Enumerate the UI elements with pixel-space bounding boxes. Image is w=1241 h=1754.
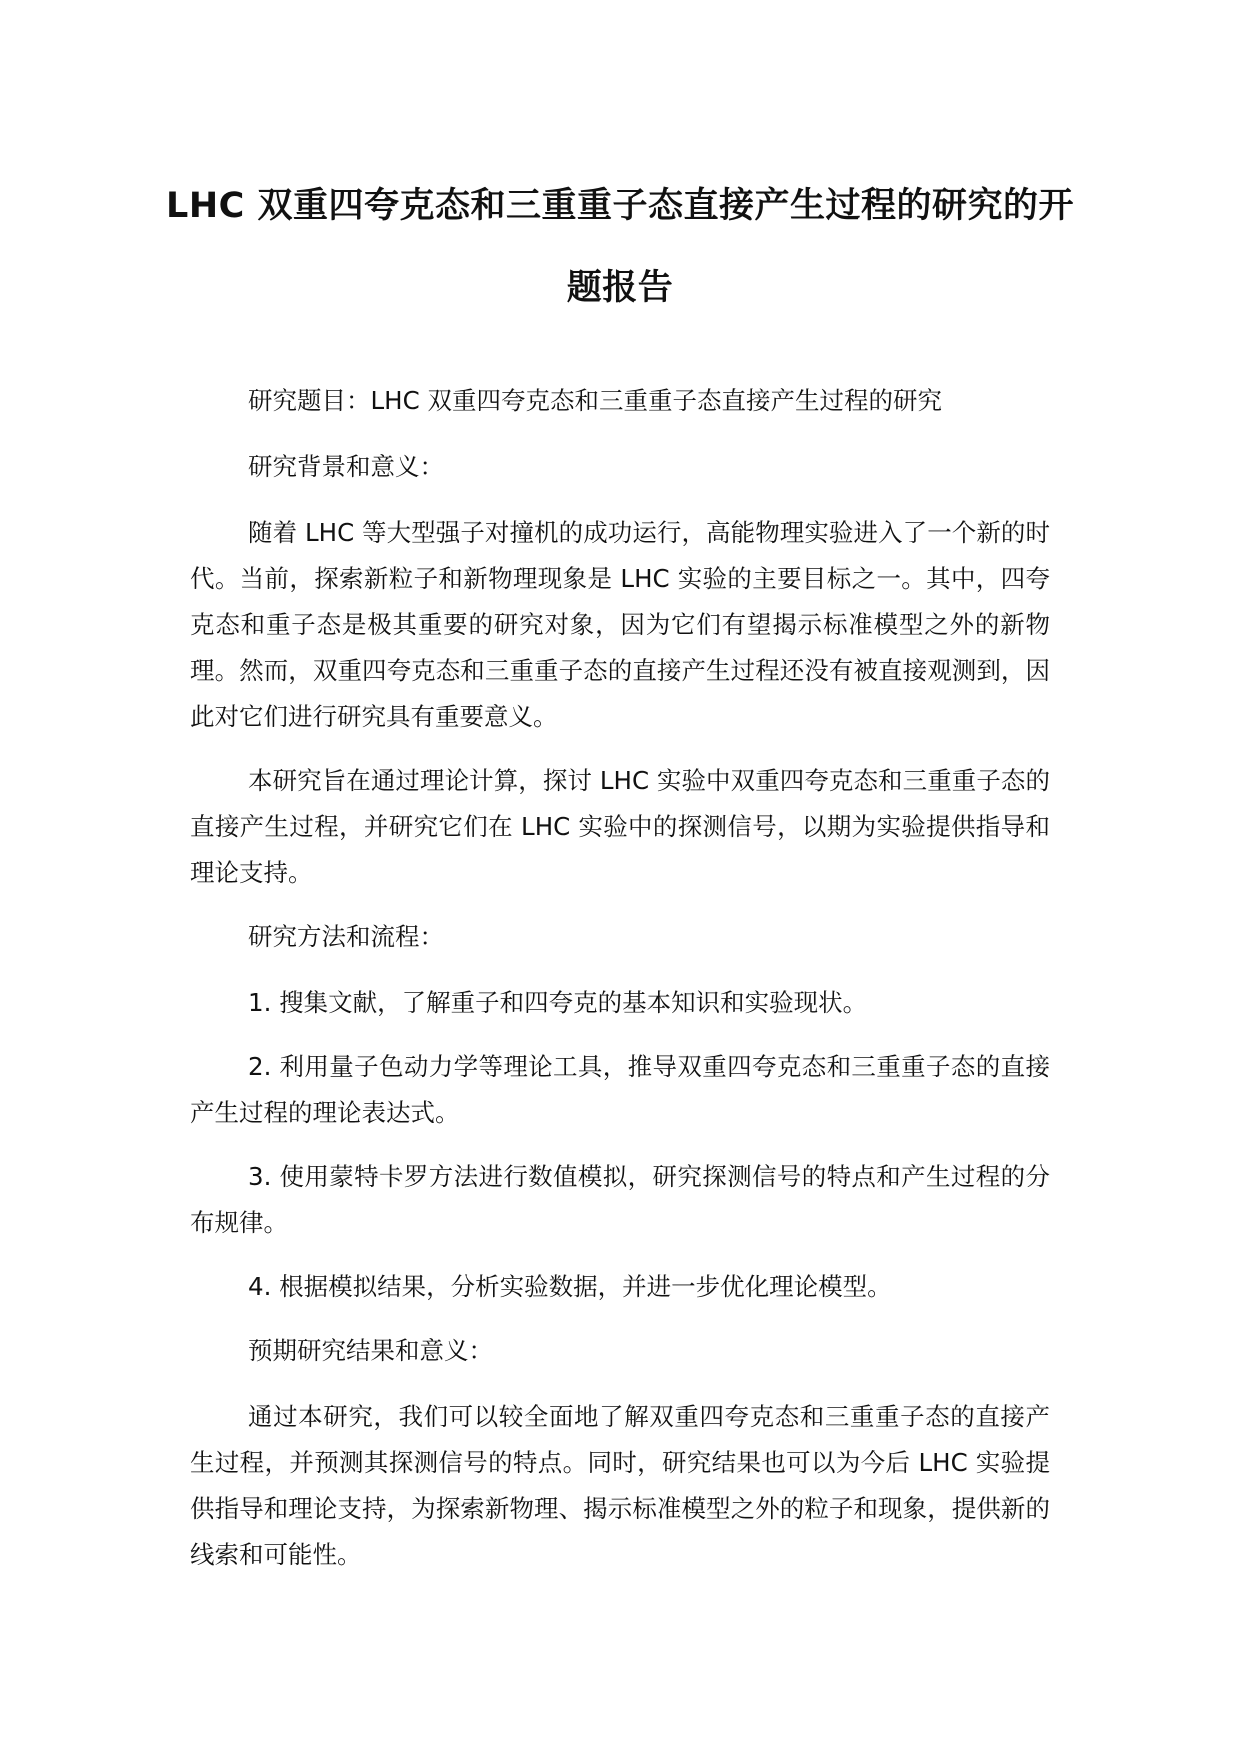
method-step-1: 1. 搜集文献，了解重子和四夸克的基本知识和实验现状。: [248, 988, 868, 1017]
method-step-4: 4. 根据模拟结果，分析实验数据，并进一步优化理论模型。: [248, 1272, 892, 1301]
background-heading: 研究背景和意义：: [248, 452, 444, 481]
document-title: LHC 双重四夸克态和三重重子态直接产生过程的研究的开题报告: [166, 186, 1074, 308]
document-body: [190, 378, 1050, 1596]
method-step-3: 3. 使用蒙特卡罗方法进行数值模拟，研究探测信号的特点和产生过程的分布规律。: [190, 1162, 1050, 1237]
results-heading: 预期研究结果和意义：: [248, 1336, 493, 1365]
method-step-2: 2. 利用量子色动力学等理论工具，推导双重四夸克态和三重重子态的直接产生过程的理论表达式。: [190, 1052, 1050, 1127]
aim-paragraph: 本研究旨在通过理论计算，探讨 LHC 实验中双重四夸克态和三重重子态的直接产生过程，并研究它们在 LHC 实验中的探测信号，以期为实验提供指导和理论支持。: [190, 766, 1050, 887]
background-paragraph: 随着 LHC 等大型强子对撞机的成功运行，高能物理实验进入了一个新的时代。当前，探索新粒子和新物理现象是 LHC 实验的主要目标之一。其中，四夸克态和重子态是极其重要的研究对象，因为它们有望揭示标准模型之外的新物理。然而，双重四夸克态和三重重子态的直接产生过程还没有被直接观测到，因此对它们进行研究具有重要意义。: [190, 518, 1050, 731]
methods-heading: 研究方法和流程：: [248, 922, 444, 951]
research-topic-line: 研究题目：LHC 双重四夸克态和三重重子态直接产生过程的研究: [248, 386, 942, 415]
results-paragraph: 通过本研究，我们可以较全面地了解双重四夸克态和三重重子态的直接产生过程，并预测其探测信号的特点。同时，研究结果也可以为今后 LHC 实验提供指导和理论支持，为探索新物理、揭示标准模型之外的粒子和现象，提供新的线索和可能性。: [190, 1402, 1050, 1569]
